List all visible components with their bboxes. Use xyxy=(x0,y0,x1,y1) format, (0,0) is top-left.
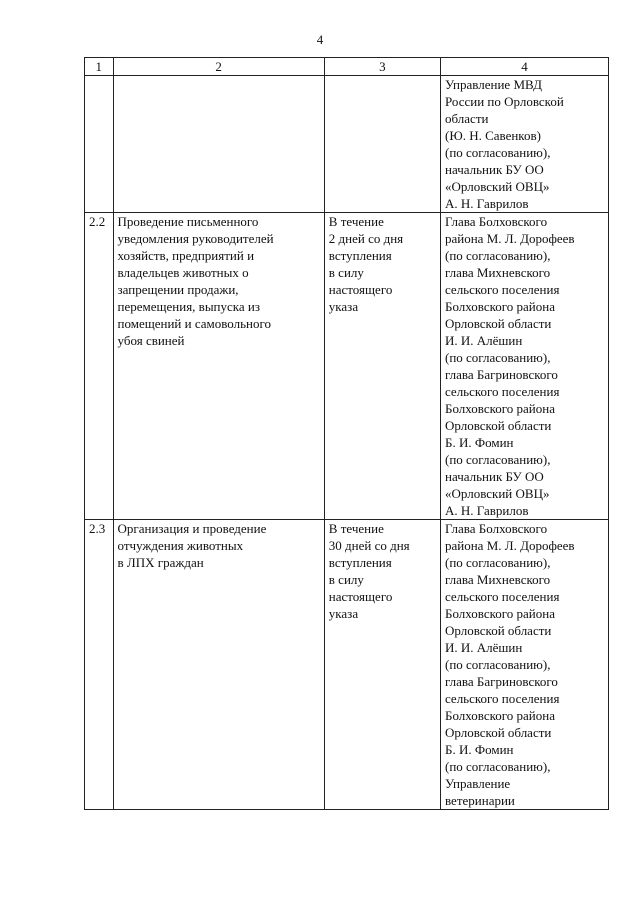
responsible-line: (Ю. Н. Савенков) xyxy=(445,128,541,143)
action-cell xyxy=(113,213,324,520)
responsible-line: И. И. Алёшин xyxy=(445,333,523,348)
table-row xyxy=(85,213,609,520)
row-number-cell: 2.3 xyxy=(85,520,114,810)
action-cell xyxy=(113,520,324,810)
action-line: перемещения, выпуска из xyxy=(117,299,261,314)
term-line: В течение xyxy=(328,214,384,229)
responsible-line: «Орловский ОВЦ» xyxy=(445,179,550,194)
responsible-line: Болховского района xyxy=(445,401,555,416)
header-cell-3: 3 xyxy=(324,58,440,76)
responsible-line: Болховского района xyxy=(445,606,555,621)
responsible-line: глава Багриновского xyxy=(445,674,558,689)
term-cell xyxy=(324,76,440,213)
responsible-line: ветеринарии xyxy=(445,793,515,808)
term-line: указа xyxy=(328,299,359,314)
responsible-line: начальник БУ ОО xyxy=(445,162,544,177)
term-line: В течение xyxy=(328,521,384,536)
term-line: 30 дней со дня xyxy=(328,538,410,553)
action-line: владельцев животных о xyxy=(117,265,249,280)
responsible-line: (по согласованию), xyxy=(445,555,551,570)
row-number-cell xyxy=(85,76,114,213)
responsible-line: Орловской области xyxy=(445,316,552,331)
action-line: помещений и самовольного xyxy=(117,316,272,331)
responsible-cell xyxy=(441,520,609,810)
term-cell xyxy=(324,520,440,810)
responsible-line: А. Н. Гаврилов xyxy=(445,503,529,518)
action-line: в ЛПХ граждан xyxy=(117,555,204,570)
responsible-line: района М. Л. Дорофеев xyxy=(445,231,575,246)
responsible-line: сельского поселения xyxy=(445,589,560,604)
responsible-line: района М. Л. Дорофеев xyxy=(445,538,575,553)
responsible-line: «Орловский ОВЦ» xyxy=(445,486,550,501)
responsible-line: области xyxy=(445,111,489,126)
header-cell-4: 4 xyxy=(441,58,609,76)
header-cell-2: 2 xyxy=(113,58,324,76)
responsible-line: глава Багриновского xyxy=(445,367,558,382)
responsible-line: (по согласованию), xyxy=(445,657,551,672)
action-line: уведомления руководителей xyxy=(117,231,274,246)
responsible-line: глава Михневского xyxy=(445,572,551,587)
responsible-line: Б. И. Фомин xyxy=(445,435,514,450)
table-row xyxy=(85,520,609,810)
term-line: в силу xyxy=(328,572,364,587)
responsible-line: Орловской области xyxy=(445,623,552,638)
action-line: отчуждения животных xyxy=(117,538,244,553)
responsible-line: Управление МВД xyxy=(445,77,543,92)
responsible-line: (по согласованию), xyxy=(445,350,551,365)
responsible-line: начальник БУ ОО xyxy=(445,469,544,484)
action-line: Организация и проведение xyxy=(117,521,267,536)
table-header-row xyxy=(85,58,609,76)
responsible-line: глава Михневского xyxy=(445,265,551,280)
responsible-line: А. Н. Гаврилов xyxy=(445,196,529,211)
term-line: в силу xyxy=(328,265,364,280)
term-line: 2 дней со дня xyxy=(328,231,404,246)
responsible-line: сельского поселения xyxy=(445,384,560,399)
term-line: вступления xyxy=(328,555,392,570)
term-line: вступления xyxy=(328,248,392,263)
table-row xyxy=(85,76,609,213)
responsible-cell xyxy=(441,76,609,213)
responsible-line: Глава Болховского xyxy=(445,521,548,536)
action-line: запрещении продажи, xyxy=(117,282,239,297)
responsible-line: сельского поселения xyxy=(445,282,560,297)
row-number-cell: 2.2 xyxy=(85,213,114,520)
measures-table xyxy=(84,57,609,810)
responsible-cell xyxy=(441,213,609,520)
responsible-line: России по Орловской xyxy=(445,94,564,109)
term-line: настоящего xyxy=(328,282,393,297)
responsible-line: Управление xyxy=(445,776,511,791)
responsible-line: (по согласованию), xyxy=(445,145,551,160)
responsible-line: (по согласованию), xyxy=(445,759,551,774)
responsible-line: Орловской области xyxy=(445,725,552,740)
header-cell-1: 1 xyxy=(85,58,114,76)
responsible-line: Болховского района xyxy=(445,708,555,723)
responsible-line: (по согласованию), xyxy=(445,248,551,263)
responsible-line: Б. И. Фомин xyxy=(445,742,514,757)
action-line: Проведение письменного xyxy=(117,214,259,229)
responsible-line: И. И. Алёшин xyxy=(445,640,523,655)
responsible-line: Глава Болховского xyxy=(445,214,548,229)
responsible-line: Орловской области xyxy=(445,418,552,433)
responsible-line: сельского поселения xyxy=(445,691,560,706)
action-line: убоя свиней xyxy=(117,333,185,348)
action-line: хозяйств, предприятий и xyxy=(117,248,255,263)
responsible-line: Болховского района xyxy=(445,299,555,314)
responsible-line: (по согласованию), xyxy=(445,452,551,467)
action-cell xyxy=(113,76,324,213)
term-line: настоящего xyxy=(328,589,393,604)
term-line: указа xyxy=(328,606,359,621)
term-cell xyxy=(324,213,440,520)
page-number: 4 xyxy=(316,32,324,47)
